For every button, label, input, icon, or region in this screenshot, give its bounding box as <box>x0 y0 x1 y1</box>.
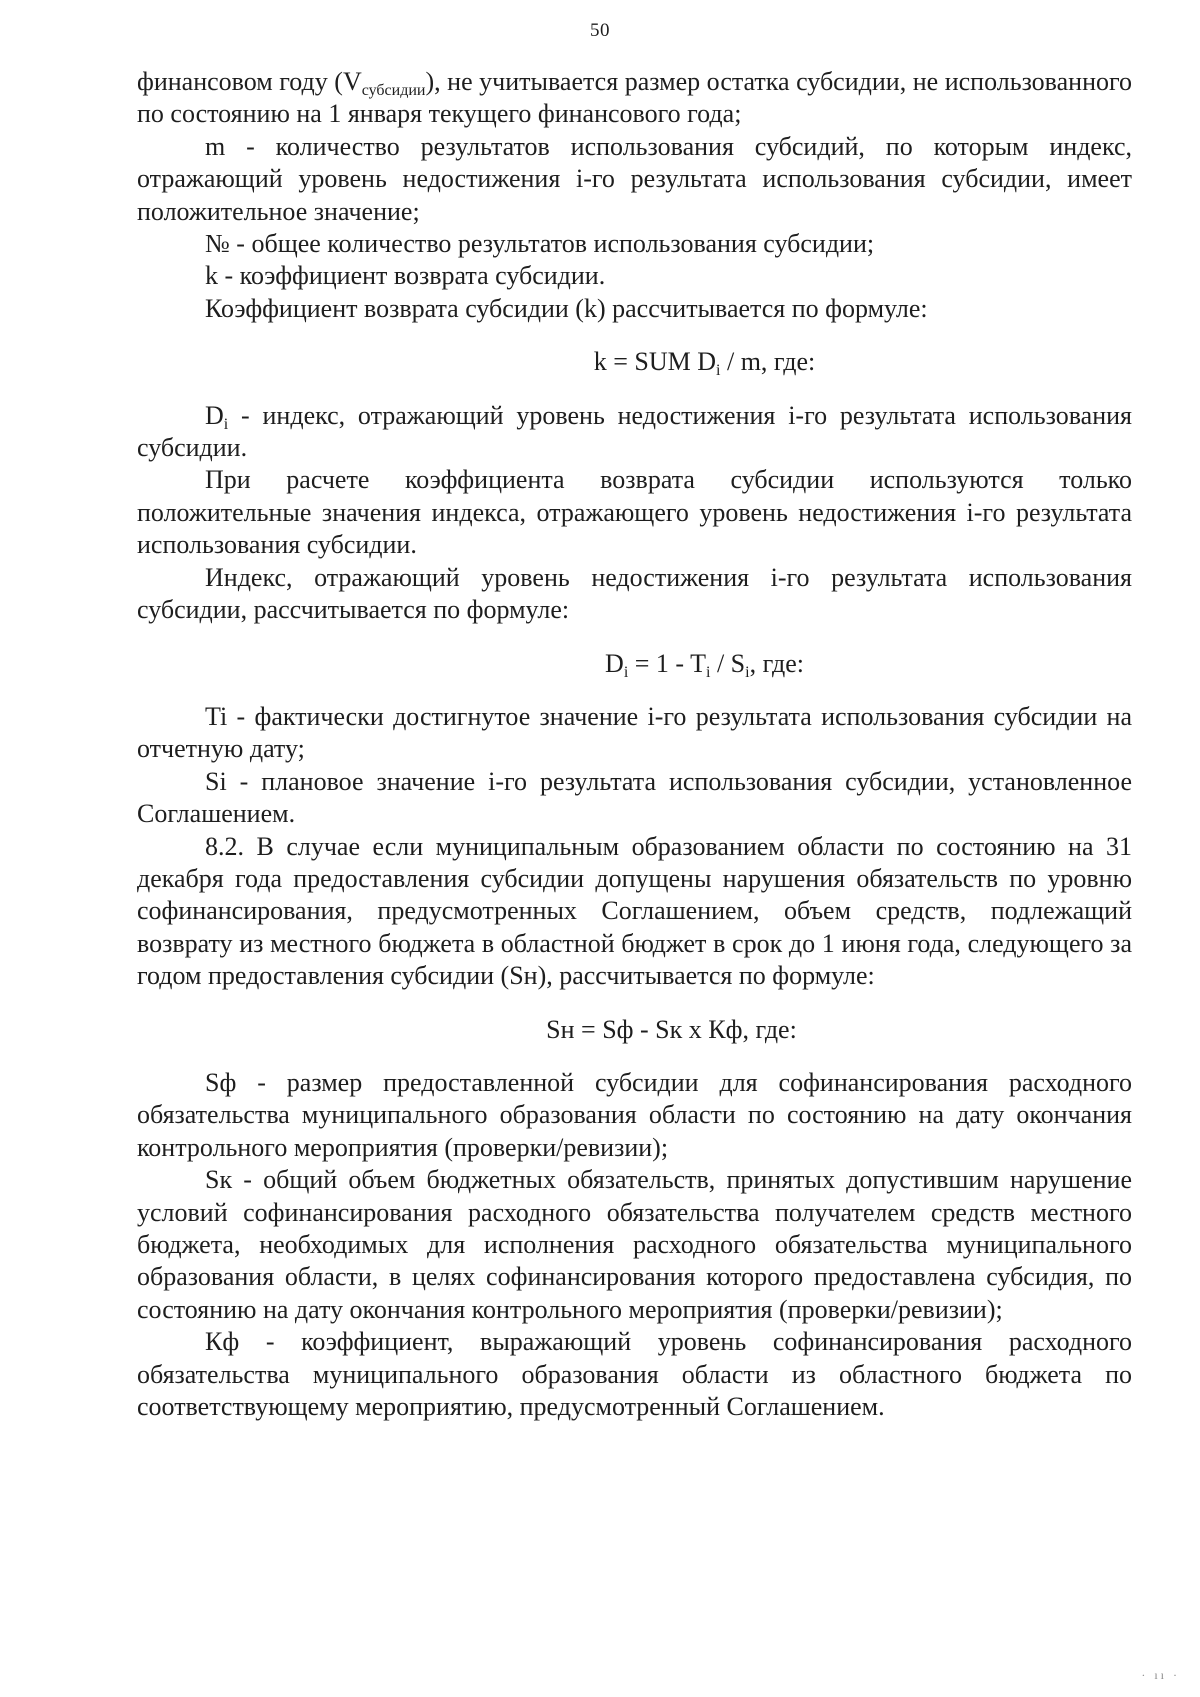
definition-k: k - коэффициент возврата субсидии. <box>205 261 606 291</box>
document-body <box>137 66 1132 1423</box>
subscript: i <box>223 415 229 433</box>
text-fragment: финансовом году (V <box>137 67 362 96</box>
text-fragment: D <box>205 400 224 430</box>
formula-fragment: D <box>605 648 624 678</box>
definition-si: Si - плановое значение i-го результата использования субсидии, установленное Соглашением. <box>137 766 1132 829</box>
definition-m: m - количество результатов использования субсидий, по которым индекс, отражающий уровень недостижения i-го результата использования субсидии, имеет положительное значение; <box>137 131 1132 226</box>
text-fragment: ), не учитывается размер остатка субсидии, не использованного по состоянию на 1 января текущего финансового года; <box>137 67 1133 129</box>
paragraph-positive-values: При расчете коэффициента возврата субсидии используются только положительные значения индекса, отражающего уровень недостижения i-го результата использования субсидии. <box>137 465 1132 560</box>
subscript: i <box>623 663 629 681</box>
subscript: i <box>706 663 711 681</box>
text-fragment: - индекс, отражающий уровень недостижения i-го результата использования субсидии. <box>137 400 1132 463</box>
formula-fragment: / m, где: <box>720 347 816 377</box>
definition-total-results: № - общее количество результатов использования субсидии; <box>205 229 875 259</box>
formula-intro-di: Индекс, отражающий уровень недостижения i-го результата использования субсидии, рассчитывается по формуле: <box>137 562 1132 625</box>
formula-k <box>137 346 1132 378</box>
definition-di <box>137 400 1132 465</box>
definition-ti: Ti - фактически достигнутое значение i-го результата использования субсидии на отчетную дату; <box>137 701 1132 764</box>
scan-mark: · ıı · <box>1141 1668 1180 1682</box>
formula-di <box>137 648 1132 680</box>
definition-sf: Sф - размер предоставленной субсидии для софинансирования расходного обязательства муниципального образования области по состоянию на дату окончания контрольного мероприятия (проверки/ревизии); <box>137 1067 1132 1162</box>
definition-sk: Sк - общий объем бюджетных обязательств, принятых допустившим нарушение условий софинансирования расходного обязательства получателем средств местного бюджета, необходимых для исполнения расходного обязательства муниципального образования области, в целях софинансирования которого предоставлена субсидия, по состоянию на дату окончания контрольного мероприятия (проверки/ревизии); <box>137 1165 1132 1324</box>
formula-fragment: = 1 - T <box>628 648 706 678</box>
formula-fragment: k = SUM D <box>593 347 717 377</box>
formula-fragment: , где: <box>749 648 804 678</box>
page-number: 50 <box>590 20 610 41</box>
section-8-2: 8.2. В случае если муниципальным образованием области по состоянию на 31 декабря года предоставления субсидии допущены нарушения обязательств по уровню софинансирования, предусмотренных Соглашением, объем средств, подлежащий возврату из местного бюджета в областной бюджет в срок до 1 июня года, следующего за годом предоставления субсидии (Sн), рассчитывается по формуле: <box>137 831 1132 991</box>
formula-intro-k: Коэффициент возврата субсидии (k) рассчитывается по формуле: <box>205 293 928 323</box>
formula-fragment: / S <box>710 648 746 678</box>
subscript: i <box>745 663 750 681</box>
definition-kf: Кф - коэффициент, выражающий уровень софинансирования расходного обязательства муниципального образования области из областного бюджета по соответствующему мероприятию, предусмотренный Соглашением. <box>137 1327 1132 1422</box>
paragraph-continuation <box>137 66 1132 131</box>
formula-sn: Sн = Sф - Sк х Кф, где: <box>546 1014 797 1044</box>
subscript: субсидии <box>361 82 426 99</box>
subscript: i <box>716 362 721 380</box>
